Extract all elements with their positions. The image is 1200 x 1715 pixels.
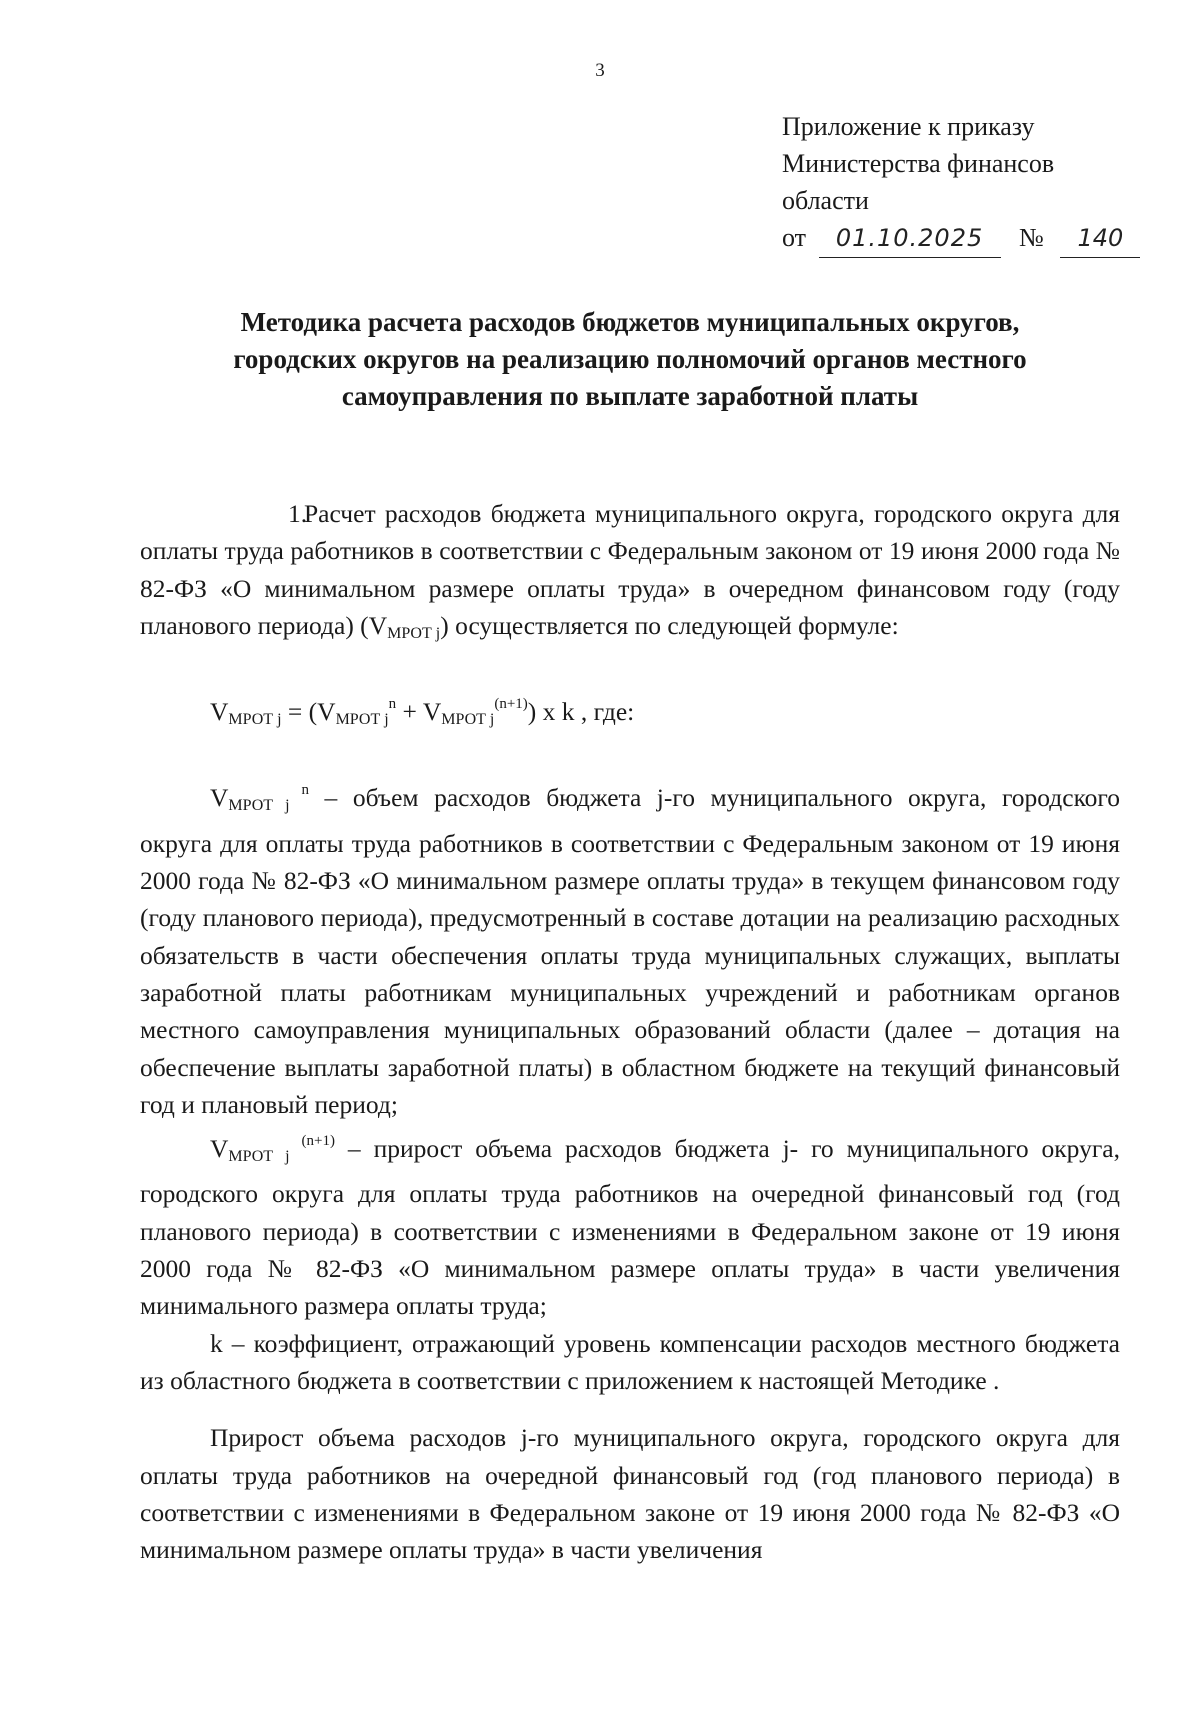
title-line-3: самоуправления по выплате заработной платы: [341, 381, 919, 411]
def2-sub-j: j: [285, 1148, 290, 1166]
formula-sub: МРОТ j: [228, 711, 282, 729]
formula: [140, 686, 1120, 738]
mrot-j-subscript: МРОТ j: [387, 624, 441, 642]
title-line-1: Методика расчета расходов бюджетов муниципальных округов,: [240, 307, 1020, 337]
formula-v2: V: [317, 697, 336, 727]
def2-sub-mrot: МРОТ: [228, 1148, 274, 1166]
ot-label: от: [782, 223, 807, 252]
definition-3: k – коэффициент, отражающий уровень компенсации расходов местного бюджета из областного бюджета в соответствии с приложением к настоящей Методике .: [140, 1328, 1120, 1395]
handwritten-date: 01.10.2025: [819, 220, 1001, 258]
paragraph-last: Прирост объема расходов j-го муниципального округа, городского округа для оплаты труда работников на очередной финансовый год (год планового периода) в соответствии с изменениями в Федеральном законе от 19 июня 2000 года № 82-ФЗ «О минимальном размере оплаты труда» в части увеличения: [140, 1423, 1120, 1565]
paragraph-number: 1.: [288, 499, 308, 528]
formula-sub2: МРОТ j: [335, 711, 389, 729]
approval-line-2: Министерства финансов: [782, 149, 1055, 178]
def1-sub-mrot: МРОТ: [228, 797, 274, 815]
formula-v: V: [210, 697, 229, 727]
page-number: 3: [595, 60, 605, 81]
handwritten-number: 140: [1060, 220, 1140, 258]
approval-date-line: [782, 219, 1140, 258]
paragraph-1: [140, 495, 1120, 652]
document-title: [150, 304, 1110, 415]
def2-sup-n1: (n+1): [301, 1133, 335, 1150]
definition-1-text: объем расходов бюджета j-го муниципального округа, городского округа для оплаты труда работников в соответствии с Федеральным законом от 19 июня 2000 года № 82-ФЗ «О минимальном размере оплаты труда» в текущем финансовом году (году планового периода), предусмотренный в составе дотации на реализацию расходных обязательств в части обеспечения оплаты труда муниципальных служащих, выплаты заработной платы работникам муниципальных учреждений и работникам органов местного самоуправления муниципальных образований области (далее – дотация на обеспечение выплаты заработной платы) в областном бюджете на текущий финансовый год и плановый период;: [140, 783, 1121, 1119]
formula-sup-n1: (n+1): [494, 696, 528, 713]
formula-sup-n: n: [388, 696, 397, 713]
formula-plus: +: [396, 697, 423, 727]
def1-v: V: [210, 783, 229, 813]
formula-sub3: МРОТ j: [441, 711, 495, 729]
def1-sub-j: j: [285, 797, 290, 815]
title-line-2: городских округов на реализацию полномочий органов местного: [233, 344, 1027, 374]
paragraph-1-text-a: Расчет расходов бюджета муниципального округа, городского округа для оплаты труда работников в соответствии с Федеральным законом от 19 июня 2000 года № 82-ФЗ «О минимальном размере оплаты труда» в очередном финансовом году (году планового периода) (: [140, 499, 1120, 640]
formula-eq: = (: [281, 697, 318, 727]
definition-2-text: прирост объема расходов бюджета j- го муниципального округа, городского округа для оплаты труда работников на очередной финансовый год (год планового периода) в соответствии с изменениями в Федеральном законе от 19 июня 2000 года № 82-ФЗ «О минимальном размере оплаты труда» в части увеличения минимального размера оплаты труда;: [140, 1134, 1121, 1321]
definition-2: [140, 1123, 1120, 1324]
v-symbol: V: [368, 610, 388, 640]
paragraph-1-text-b: ) осуществляется по следующей формуле:: [440, 610, 899, 640]
def2-v: V: [210, 1134, 229, 1164]
number-label: №: [1019, 223, 1044, 252]
formula-tail: ) x k , где:: [527, 697, 635, 727]
definition-1: [140, 772, 1120, 1123]
formula-v3: V: [422, 697, 442, 727]
approval-block: [782, 108, 1140, 258]
def1-dash: –: [309, 783, 353, 813]
document-body: [140, 495, 1120, 1568]
approval-line-1: Приложение к приказу: [782, 112, 1035, 141]
def1-sup-n: n: [301, 782, 310, 799]
def2-dash: –: [334, 1134, 374, 1164]
approval-line-3: области: [782, 186, 869, 215]
